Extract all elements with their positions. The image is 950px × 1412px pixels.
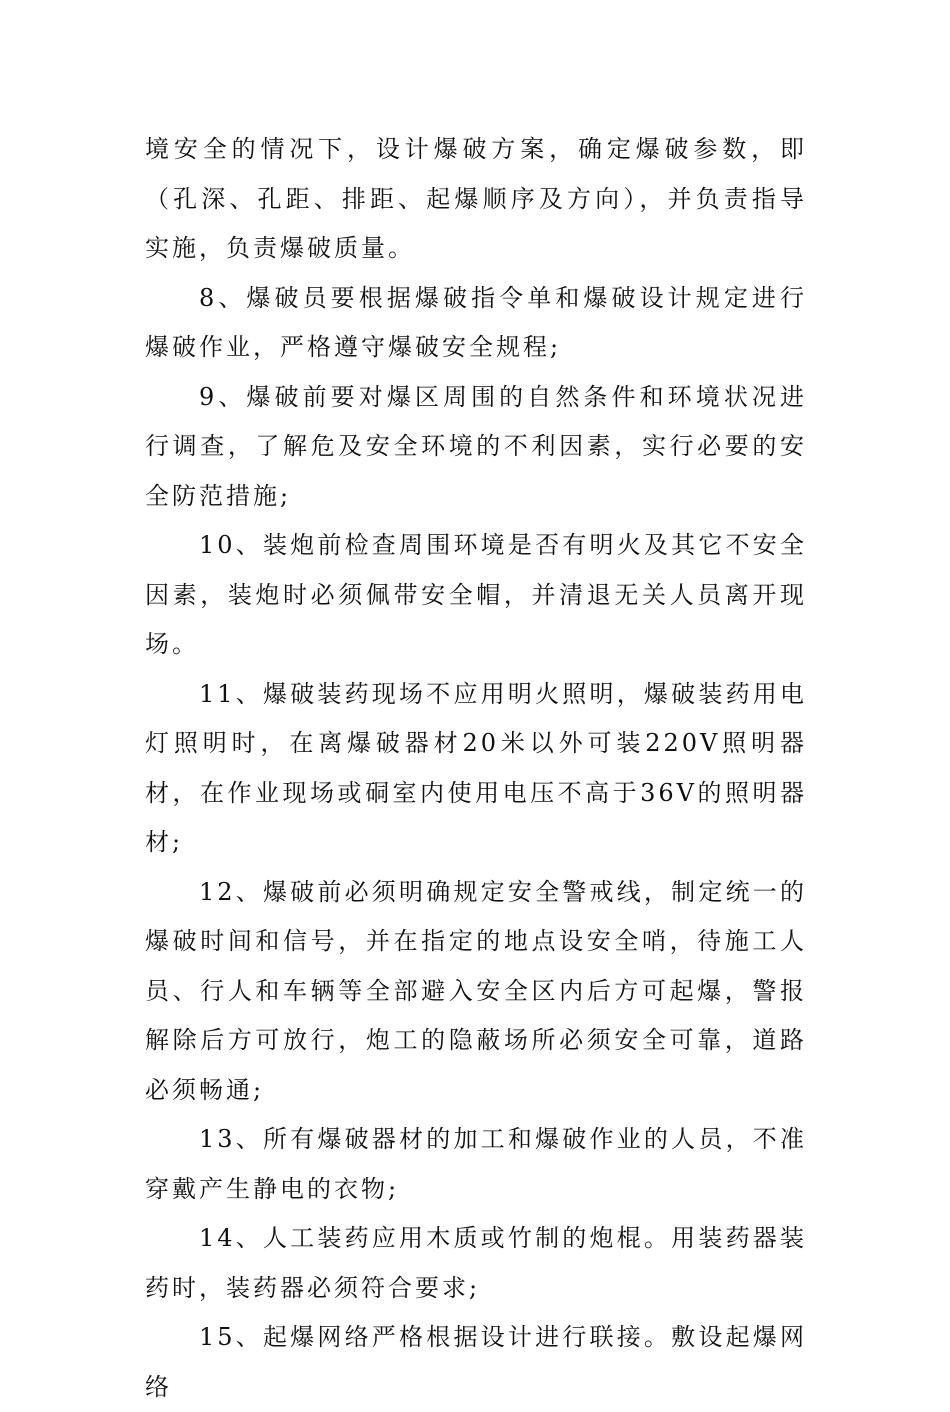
- paragraph-item-10: 10、装炮前检查周围环境是否有明火及其它不安全因素，装炮时必须佩带安全帽，并清退无关人员离开现场。: [145, 531, 807, 658]
- paragraph-item-14: 14、人工装药应用木质或竹制的炮棍。用装药器装药时，装药器必须符合要求;: [145, 1224, 807, 1302]
- paragraph-item-9: 9、爆破前要对爆区周围的自然条件和环境状况进行调查，了解危及安全环境的不利因素，实行必要的安全防范措施;: [145, 382, 807, 510]
- paragraph-item-13: 13、所有爆破器材的加工和爆破作业的人员，不准穿戴产生静电的衣物;: [145, 1125, 807, 1203]
- paragraph-continuation: 境安全的情况下，设计爆破方案，确定爆破参数，即（孔深、孔距、排距、起爆顺序及方向），并负责指导实施，负责爆破质量。: [145, 135, 807, 262]
- paragraph-item-11: 11、爆破装药现场不应用明火照明，爆破装药用电灯照明时，在离爆破器材20米以外可装220V照明器材，在作业现场或硐室内使用电压不高于36V的照明器材;: [145, 679, 807, 856]
- paragraph-item-12: 12、爆破前必须明确规定安全警戒线，制定统一的爆破时间和信号，并在指定的地点设安全哨，待施工人员、行人和车辆等全部避入安全区内后方可起爆，警报解除后方可放行，炮工的隐蔽场所必须安全可靠，道路必须畅通;: [145, 877, 807, 1104]
- paragraph-item-8: 8、爆破员要根据爆破指令单和爆破设计规定进行爆破作业，严格遵守爆破安全规程;: [145, 283, 807, 361]
- document-body: [145, 125, 807, 1412]
- paragraph-item-15: 15、起爆网络严格根据设计进行联接。敷设起爆网络: [145, 1323, 807, 1401]
